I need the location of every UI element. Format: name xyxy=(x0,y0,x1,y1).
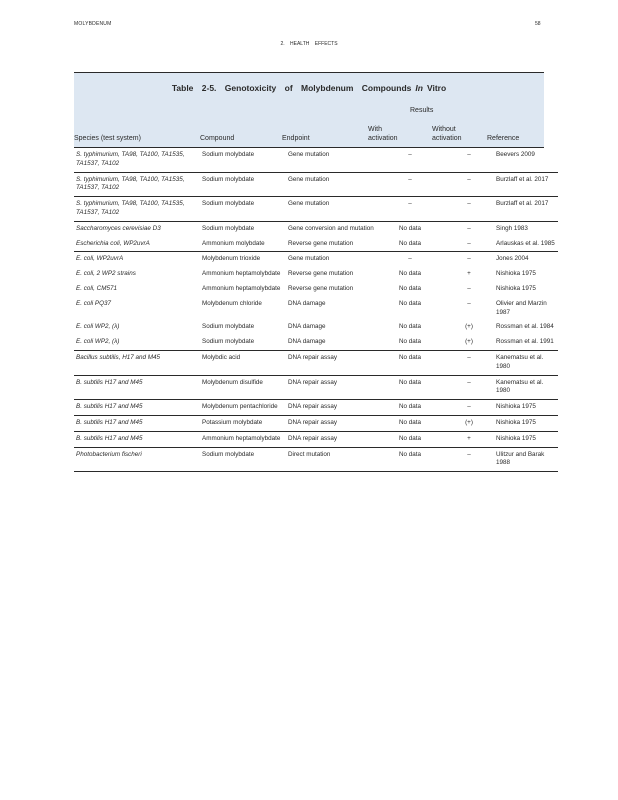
without-activation-cell: – xyxy=(444,375,494,400)
species-header: Species (test system) xyxy=(74,135,141,142)
reference-cell: Beevers 2009 xyxy=(494,148,558,172)
endpoint-header: Endpoint xyxy=(282,135,310,142)
compound-cell: Molybdenum disulfide xyxy=(200,375,286,400)
without-activation-header: Without activation xyxy=(432,126,462,142)
species-cell: Escherichia coli, WP2uvrA xyxy=(74,237,200,252)
without-activation-cell: – xyxy=(444,237,494,252)
with-activation-cell: No data xyxy=(398,284,422,292)
page-number: 58 xyxy=(535,21,541,27)
compound-cell: Sodium molybdate xyxy=(200,197,286,222)
table-row xyxy=(74,447,558,472)
compound-cell: Ammonium heptamolybdate xyxy=(202,284,281,292)
table-row xyxy=(74,237,558,252)
species-cell: Saccharomyces cerevisiae D3 xyxy=(76,224,161,232)
reference-cell: Nishioka 1975 xyxy=(494,415,558,431)
species-cell: E. coli PQ37 xyxy=(76,299,111,307)
table-row xyxy=(74,267,558,282)
table-row xyxy=(74,415,558,431)
table-row xyxy=(74,320,558,335)
compound-cell: Sodium molybdate xyxy=(200,335,286,350)
with-activation-cell: No data xyxy=(376,375,444,400)
table-column-headers xyxy=(74,103,544,148)
endpoint-cell: DNA repair assay xyxy=(286,375,376,400)
table-row xyxy=(74,375,558,400)
reference-cell: Kanematsu et al. 1980 xyxy=(494,375,558,400)
reference-cell: Jones 2004 xyxy=(496,255,529,263)
with-activation-cell: No data xyxy=(376,237,444,252)
without-activation-cell: – xyxy=(444,400,494,416)
reference-cell: Olivier and Marzin 1987 xyxy=(496,299,547,316)
endpoint-cell: Reverse gene mutation xyxy=(288,270,354,278)
species-cell: Bacillus subtilis, H17 and M45 xyxy=(74,350,200,375)
compound-cell: Sodium molybdate xyxy=(202,323,255,331)
with-activation-cell: No data xyxy=(398,299,422,307)
species-cell: E. coli WP2, (λ) xyxy=(76,323,120,331)
endpoint-cell: Gene mutation xyxy=(286,197,376,222)
without-activation-cell: – xyxy=(444,148,494,172)
table-row xyxy=(74,335,558,350)
endpoint-cell: DNA repair assay xyxy=(286,400,376,416)
endpoint-cell: DNA repair assay xyxy=(286,431,376,447)
species-cell: Photobacterium fischeri xyxy=(74,447,200,472)
with-activation-cell: – xyxy=(376,148,444,172)
compound-cell: Sodium molybdate xyxy=(200,447,286,472)
species-cell: E. coli, CM571 xyxy=(76,284,117,292)
compound-cell: Sodium molybdate xyxy=(200,172,286,197)
reference-cell: Burzlaff et al. 2017 xyxy=(494,197,558,222)
endpoint-cell: DNA repair assay xyxy=(286,415,376,431)
table-title-main: Table 2-5. Genotoxicity of Molybdenum Compounds xyxy=(171,83,412,93)
table-row xyxy=(74,197,558,222)
with-activation-cell: – xyxy=(376,172,444,197)
without-activation-cell: – xyxy=(467,224,471,232)
endpoint-cell: Gene conversion and mutation xyxy=(288,224,374,232)
with-activation-cell: No data xyxy=(376,400,444,416)
with-activation-cell: No data xyxy=(376,350,444,375)
without-activation-cell: – xyxy=(444,172,494,197)
reference-cell: Nishioka 1975 xyxy=(496,270,536,278)
compound-cell: Molybdenum trioxide xyxy=(202,255,261,263)
reference-cell: Ulitzur and Barak 1988 xyxy=(494,447,558,472)
endpoint-cell: Gene mutation xyxy=(286,148,376,172)
reference-cell: Burzlaff et al. 2017 xyxy=(494,172,558,197)
without-activation-cell: – xyxy=(444,447,494,472)
species-cell: B. subtilis H17 and M45 xyxy=(74,431,200,447)
endpoint-cell: Reverse gene mutation xyxy=(286,237,376,252)
table-body xyxy=(74,148,558,472)
table-row xyxy=(74,172,558,197)
results-header: Results xyxy=(410,107,434,114)
without-activation-cell: + xyxy=(467,270,471,278)
without-activation-cell: (+) xyxy=(444,415,494,431)
with-activation-cell: No data xyxy=(398,323,422,331)
endpoint-cell: Gene mutation xyxy=(288,255,330,263)
species-cell: B. subtilis H17 and M45 xyxy=(74,375,200,400)
species-cell: E. coli, 2 WP2 strains xyxy=(76,270,136,278)
compound-cell: Potassium molybdate xyxy=(200,415,286,431)
reference-cell: Nishioka 1975 xyxy=(494,400,558,416)
with-activation-cell: No data xyxy=(376,431,444,447)
running-header-title: MOLYBDENUM xyxy=(74,21,112,27)
endpoint-cell: DNA damage xyxy=(288,323,326,331)
endpoint-cell: Reverse gene mutation xyxy=(288,284,354,292)
compound-cell: Ammonium heptamolybdate xyxy=(202,270,281,278)
reference-cell: Arlauskas et al. 1985 xyxy=(494,237,558,252)
endpoint-cell: Gene mutation xyxy=(286,172,376,197)
compound-cell: Molybdenum chloride xyxy=(202,299,262,307)
reference-cell: Kanematsu et al. 1980 xyxy=(494,350,558,375)
table-title-italic: In xyxy=(415,83,423,93)
compound-cell: Sodium molybdate xyxy=(202,224,255,232)
reference-cell: Rossman et al. 1991 xyxy=(494,335,558,350)
without-activation-cell: (+) xyxy=(444,335,494,350)
compound-cell: Ammonium heptamolybdate xyxy=(200,431,286,447)
table-row xyxy=(74,252,558,267)
reference-cell: Nishioka 1975 xyxy=(496,284,536,292)
reference-cell: Singh 1983 xyxy=(496,224,528,232)
endpoint-cell: DNA damage xyxy=(288,299,326,307)
species-cell: E. coli, WP2uvrA xyxy=(76,255,124,263)
without-activation-cell: – xyxy=(467,284,471,292)
table-row xyxy=(74,148,558,172)
genotoxicity-table xyxy=(74,72,555,472)
with-activation-header: With activation xyxy=(368,126,398,142)
compound-cell: Molybdenum pentachloride xyxy=(200,400,286,416)
table-row xyxy=(74,350,558,375)
table-row xyxy=(74,282,558,297)
table-title-suffix: Vitro xyxy=(426,83,447,93)
with-activation-cell: – xyxy=(408,255,412,263)
reference-cell: Rossman et al. 1984 xyxy=(496,323,554,331)
without-activation-cell: – xyxy=(444,197,494,222)
without-activation-cell: (+) xyxy=(465,323,473,331)
with-activation-cell: No data xyxy=(398,270,422,278)
compound-cell: Ammonium molybdate xyxy=(200,237,286,252)
with-activation-cell: No data xyxy=(398,224,422,232)
reference-header: Reference xyxy=(487,135,520,142)
with-activation-cell: – xyxy=(376,197,444,222)
table-row xyxy=(74,431,558,447)
endpoint-cell: DNA damage xyxy=(286,335,376,350)
species-cell: B. subtilis H17 and M45 xyxy=(74,415,200,431)
compound-cell: Molybdic acid xyxy=(200,350,286,375)
endpoint-cell: DNA repair assay xyxy=(286,350,376,375)
compound-header: Compound xyxy=(200,135,235,142)
reference-cell: Nishioka 1975 xyxy=(494,431,558,447)
species-cell: S. typhimurium, TA98, TA100, TA1535, TA1537, TA102 xyxy=(74,197,200,222)
table-row xyxy=(74,400,558,416)
with-activation-cell: No data xyxy=(376,415,444,431)
table-row xyxy=(74,221,558,236)
species-cell: B. subtilis H17 and M45 xyxy=(74,400,200,416)
table-title xyxy=(74,72,544,103)
species-cell: E. coli WP2, (λ) xyxy=(74,335,200,350)
without-activation-cell: – xyxy=(467,255,471,263)
endpoint-cell: Direct mutation xyxy=(286,447,376,472)
species-cell: S. typhimurium, TA98, TA100, TA1535, TA1537, TA102 xyxy=(74,148,200,172)
compound-cell: Sodium molybdate xyxy=(200,148,286,172)
table-row xyxy=(74,297,558,321)
with-activation-cell: No data xyxy=(376,335,444,350)
without-activation-cell: + xyxy=(444,431,494,447)
without-activation-cell: – xyxy=(444,350,494,375)
without-activation-cell: – xyxy=(467,299,471,307)
species-cell: S. typhimurium, TA98, TA100, TA1535, TA1537, TA102 xyxy=(74,172,200,197)
section-heading: 2. HEALTH EFFECTS xyxy=(280,41,338,47)
with-activation-cell: No data xyxy=(376,447,444,472)
